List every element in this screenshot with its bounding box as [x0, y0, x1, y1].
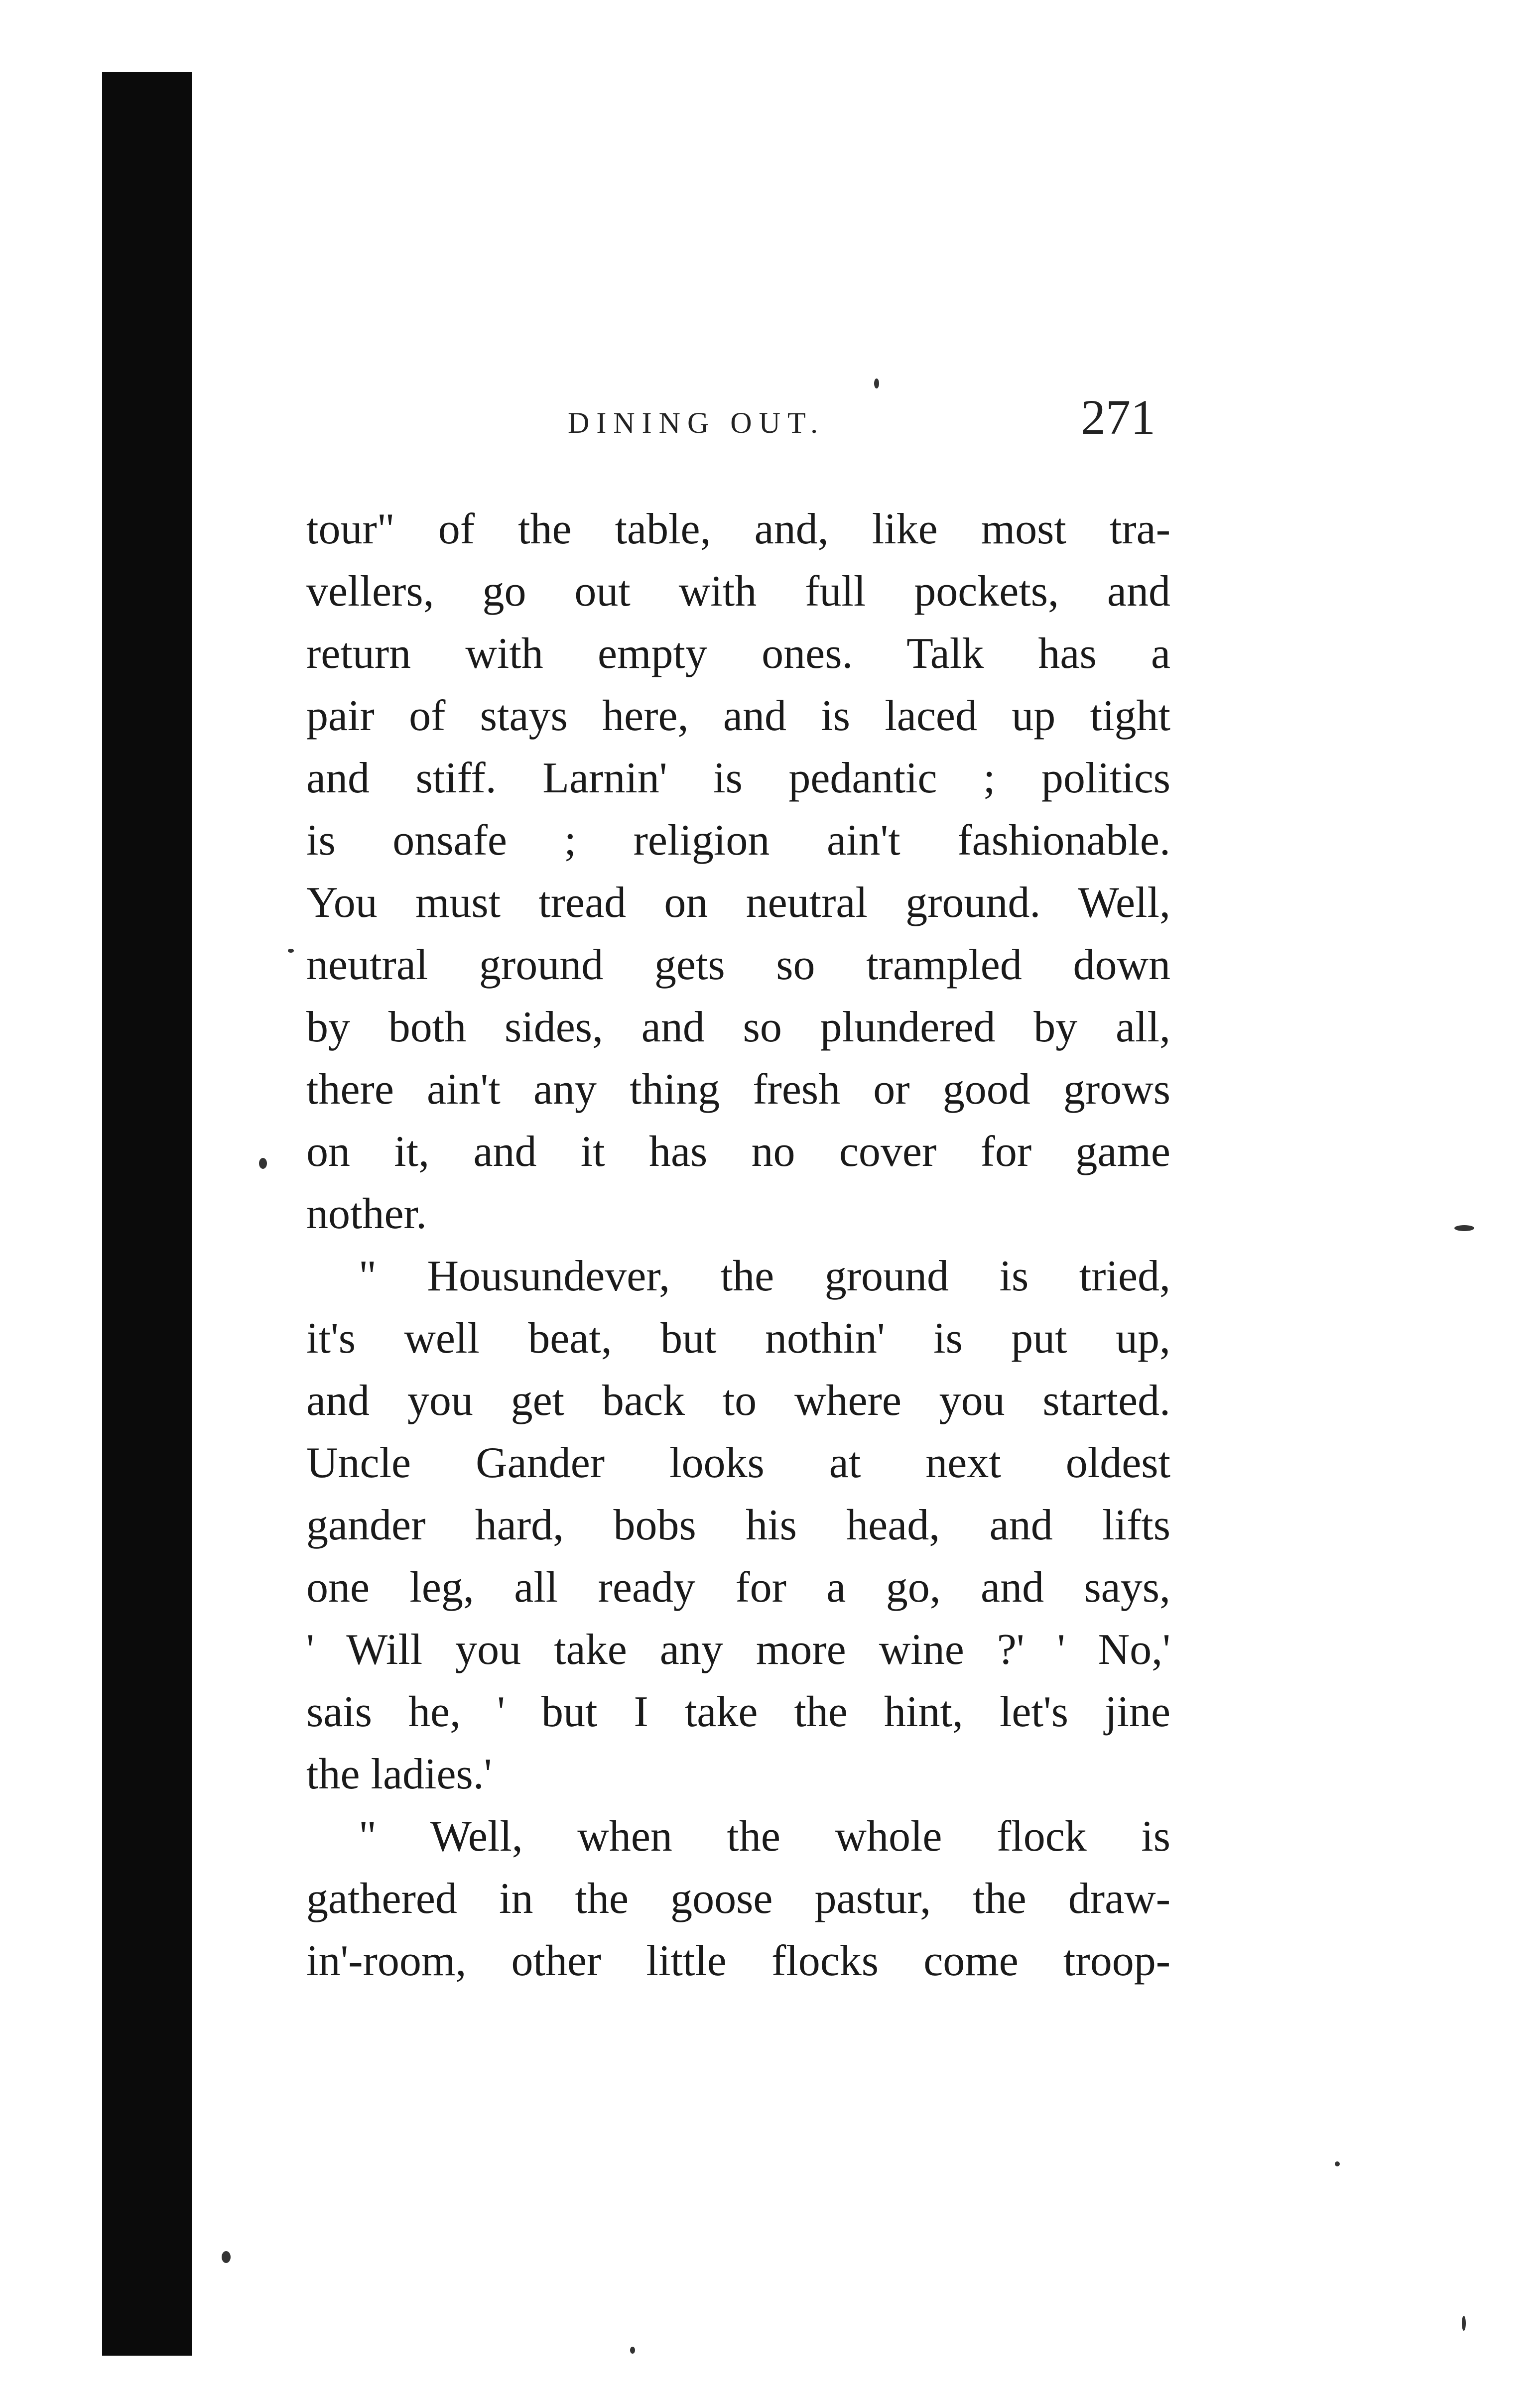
text-line: neutral ground gets so trampled down	[306, 941, 1170, 989]
scan-speck	[1462, 2316, 1466, 2331]
text-line: there ain't any thing fresh or good grows	[306, 1065, 1170, 1114]
text-line: the ladies.'	[306, 1750, 492, 1798]
text-line: You must tread on neutral ground. Well,	[306, 879, 1170, 927]
text-line: Uncle Gander looks at next oldest	[306, 1439, 1170, 1487]
scan-speck	[288, 949, 294, 953]
running-head: DINING OUT.	[568, 406, 825, 439]
scan-speck	[874, 378, 879, 388]
text-line: one leg, all ready for a go, and says,	[306, 1563, 1170, 1612]
text-line: gathered in the goose pastur, the draw-	[306, 1875, 1170, 1923]
text-line: gander hard, bobs his head, and lifts	[306, 1501, 1170, 1549]
text-line: tour" of the table, and, like most tra-	[306, 505, 1170, 553]
scan-speck	[630, 2347, 635, 2354]
text-line: ' Will you take any more wine ?' ' No,'	[306, 1626, 1170, 1674]
text-line: vellers, go out with full pockets, and	[306, 567, 1170, 616]
text-line: and stiff. Larnin' is pedantic ; politics	[306, 754, 1170, 802]
text-line: " Well, when the whole flock is	[359, 1812, 1170, 1861]
text-line: on it, and it has no cover for game	[306, 1128, 1170, 1176]
text-line: return with empty ones. Talk has a	[306, 630, 1170, 678]
page-number: 271	[1081, 389, 1155, 445]
text-line: sais he, ' but I take the hint, let's jine	[306, 1688, 1170, 1736]
binding-edge-shadow	[102, 72, 192, 2356]
text-line: pair of stays here, and is laced up tight	[306, 692, 1170, 740]
text-line: by both sides, and so plundered by all,	[306, 1003, 1170, 1051]
scan-speck	[222, 2251, 231, 2263]
text-line: and you get back to where you started.	[306, 1377, 1170, 1425]
scan-speck	[259, 1158, 267, 1169]
scan-speck	[1454, 1225, 1474, 1231]
text-line: nother.	[306, 1190, 427, 1238]
text-line: " Housundever, the ground is tried,	[359, 1252, 1170, 1300]
body-text	[306, 498, 1170, 1992]
text-line: it's well beat, but nothin' is put up,	[306, 1314, 1170, 1363]
text-line: is onsafe ; religion ain't fashionable.	[306, 816, 1170, 865]
scan-speck	[1335, 2161, 1340, 2166]
text-line: in'-room, other little flocks come troop-	[306, 1937, 1170, 1985]
